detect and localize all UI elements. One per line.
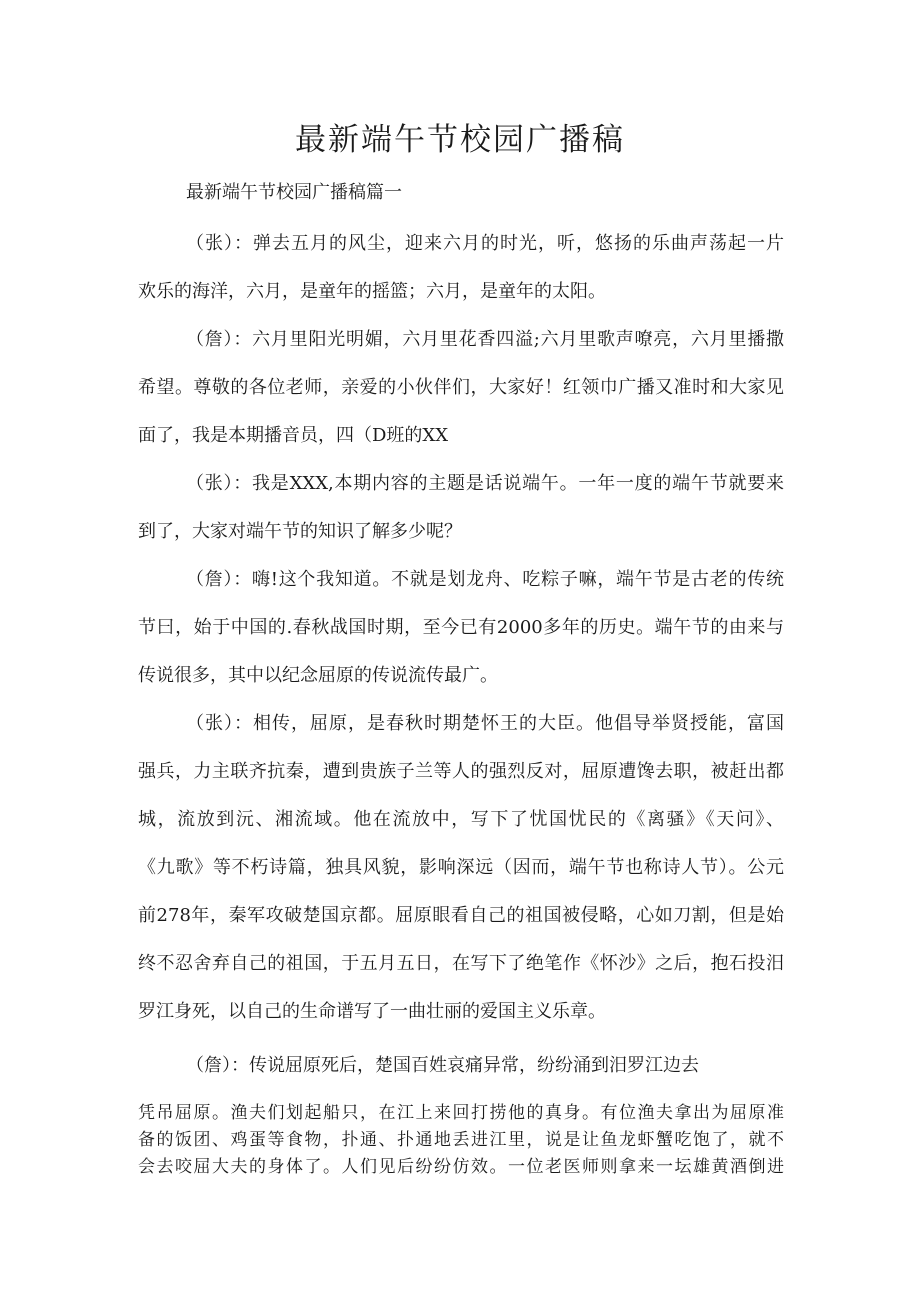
paragraph-line: 希望。尊敬的各位老师，亲爱的小伙伴们，大家好！红领巾广播又准时和大家见 [138,377,784,398]
paragraph-line: 凭吊屈原。渔夫们划起船只，在江上来回打捞他的真身。有位渔夫拿出为屈原准 [138,1103,784,1123]
paragraph-line: 面了，我是本期播音员，四（D班的XX [138,425,449,446]
paragraph-line: 罗江身死，以自己的生命谱写了一曲壮丽的爱国主义乐章。 [138,1001,606,1022]
paragraph-line: （詹）：传说屈原死后，楚国百姓哀痛异常，纷纷涌到汨罗江边去 [186,1055,699,1076]
paragraph-line: 前278年，秦军攻破楚国京都。屈原眼看自己的祖国被侵略，心如刀割，但是始 [138,905,784,926]
document-title: 最新端午节校园广播稿 [295,122,625,158]
paragraph-line: （张）：我是XXX,本期内容的主题是话说端午。一年一度的端午节就要来 [186,473,784,494]
paragraph-line: 强兵，力主联齐抗秦，遭到贵族子兰等人的强烈反对，屈原遭馋去职，被赶出都 [138,761,784,782]
paragraph-line: 到了，大家对端午节的知识了解多少呢？ [138,521,462,542]
paragraph-line: 《九歌》等不朽诗篇，独具风貌，影响深远（因而，端午节也称诗人节）。公元 [138,857,784,878]
paragraph-line: 会去咬屈大夫的身体了。人们见后纷纷仿效。一位老医师则拿来一坛雄黄酒倒进 [138,1157,784,1177]
paragraph-line: （詹）：嗨!这个我知道。不就是划龙舟、吃粽子嘛，端午节是古老的传统 [186,569,784,590]
paragraph-line: 备的饭团、鸡蛋等食物，扑通、扑通地丢进江里，说是让鱼龙虾蟹吃饱了，就不 [138,1130,784,1150]
paragraph-line: （张）：弹去五月的风尘，迎来六月的时光，听，悠扬的乐曲声荡起一片 [186,233,784,254]
paragraph-line: 欢乐的海洋，六月，是童年的摇篮；六月，是童年的太阳。 [138,281,606,302]
paragraph-line: 城，流放到沅、湘流域。他在流放中，写下了忧国忧民的《离骚》《天问》、 [138,809,784,830]
paragraph-line: （詹）：六月里阳光明媚，六月里花香四溢;六月里歌声嘹亮，六月里播撒 [186,329,784,350]
paragraph-line: 传说很多，其中以纪念屈原的传说流传最广。 [138,665,498,686]
paragraph-line: 终不忍舍弃自己的祖国，于五月五日，在写下了绝笔作《怀沙》之后，抱石投汨 [138,953,784,974]
paragraph-line: 节曰，始于中国的.春秋战国时期，至今已有2000多年的历史。端午节的由来与 [138,617,784,638]
paragraph-line: （张）：相传，屈原，是春秋时期楚怀王的大臣。他倡导举贤授能，富国 [186,713,784,734]
section-heading: 最新端午节校园广播稿篇一 [186,182,402,203]
